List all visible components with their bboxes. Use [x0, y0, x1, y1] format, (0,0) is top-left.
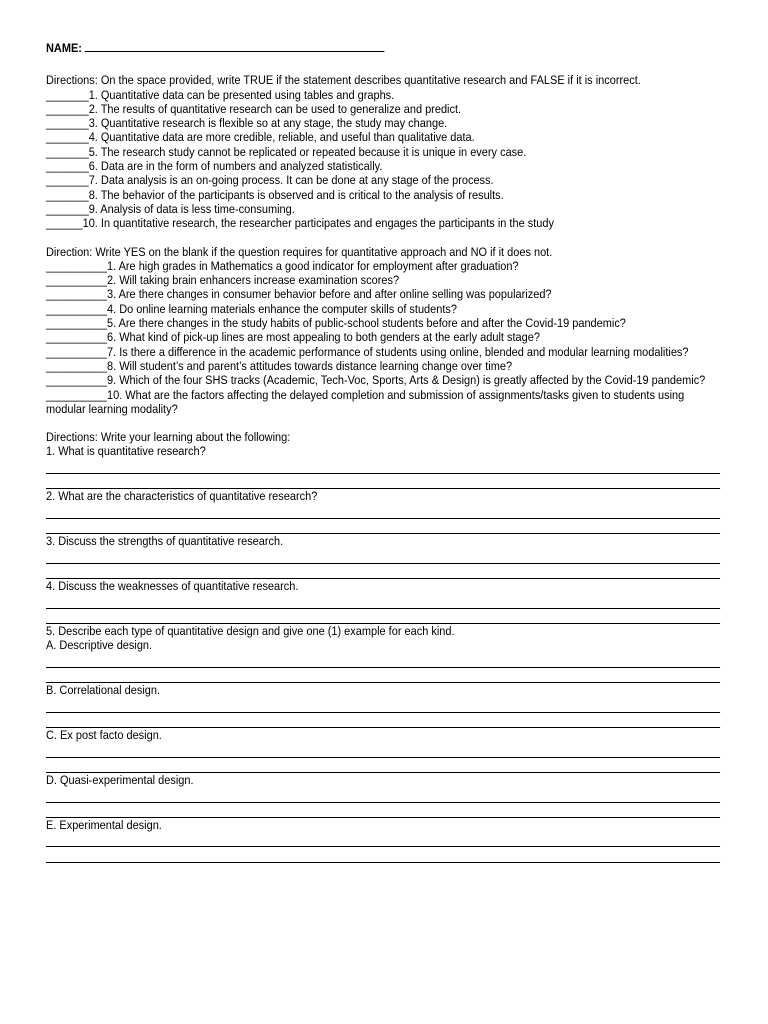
answer-line[interactable]	[46, 549, 720, 564]
design-label: D. Quasi-experimental design.	[46, 772, 194, 787]
answer-line[interactable]	[46, 832, 720, 847]
worksheet-page	[46, 40, 720, 863]
yes-no-item: __________3. Are there changes in consumer behavior before and after online selling was popularized?	[46, 287, 552, 302]
answer-line[interactable]	[46, 593, 720, 608]
answer-line[interactable]	[46, 803, 720, 818]
essay-question: 1. What is quantitative research?	[46, 444, 206, 459]
answer-line[interactable]	[46, 742, 720, 757]
true-false-item: _______4. Quantitative data are more credible, reliable, and useful than qualitative data.	[46, 130, 475, 145]
yes-no-section	[46, 245, 720, 417]
true-false-item: _______3. Quantitative research is flexible so at any stage, the study may change.	[46, 116, 448, 131]
answer-line[interactable]	[46, 653, 720, 668]
answer-line[interactable]	[46, 668, 720, 683]
essay-section	[46, 430, 720, 863]
yes-no-item: __________7. Is there a difference in the academic performance of students using online, blended and modular learning modalities?	[46, 344, 689, 359]
answer-line[interactable]	[46, 697, 720, 712]
true-false-item: _______8. The behavior of the participants is observed and is critical to the analysis of results.	[46, 187, 504, 202]
design-label: B. Correlational design.	[46, 683, 161, 698]
design-label: C. Ex post facto design.	[46, 728, 162, 743]
name-field[interactable]	[46, 40, 720, 55]
essay-question: 3. Discuss the strengths of quantitative research.	[46, 534, 284, 549]
essay-question: 5. Describe each type of quantitative design and give one (1) example for each kind.	[46, 623, 455, 638]
true-false-item: _______9. Analysis of data is less time-consuming.	[46, 201, 295, 216]
yes-no-item: __________6. What kind of pick-up lines are most appealing to both genders at the early adult stage?	[46, 330, 540, 345]
yes-no-directions: Direction: Write YES on the blank if the question requires for quantitative approach and NO if it does not.	[46, 244, 553, 259]
answer-line[interactable]	[46, 474, 720, 489]
answer-line[interactable]	[46, 758, 720, 773]
design-label: E. Experimental design.	[46, 817, 162, 832]
answer-line[interactable]	[46, 787, 720, 802]
name-blank[interactable]	[85, 40, 385, 52]
true-false-item: ______10. In quantitative research, the researcher participates and engages the participants in the study	[46, 216, 554, 231]
yes-no-item: __________5. Are there changes in the study habits of public-school students before and after the Covid-19 pandemic?	[46, 316, 626, 331]
yes-no-item: __________9. Which of the four SHS tracks (Academic, Tech-Voc, Sports, Arts & Design) is greatly affected by the Covid-19 pandemic?	[46, 373, 706, 388]
true-false-item: _______1. Quantitative data can be presented using tables and graphs.	[46, 87, 395, 102]
true-false-item: _______6. Data are in the form of numbers and analyzed statistically.	[46, 159, 383, 174]
true-false-directions: Directions: On the space provided, write TRUE if the statement describes quantitative research and FALSE if it is incorrect.	[46, 73, 641, 88]
answer-line[interactable]	[46, 847, 720, 862]
yes-no-item: __________1. Are high grades in Mathematics a good indicator for employment after graduation?	[46, 258, 519, 273]
yes-no-item: __________2. Will taking brain enhancers increase examination scores?	[46, 273, 400, 288]
yes-no-item: __________8. Will student’s and parent’s attitudes towards distance learning change over time?	[46, 358, 513, 373]
true-false-item: _______2. The results of quantitative research can be used to generalize and predict.	[46, 101, 462, 116]
answer-line[interactable]	[46, 713, 720, 728]
name-label: NAME:	[46, 41, 86, 55]
essay-question: 2. What are the characteristics of quantitative research?	[46, 489, 318, 504]
true-false-section	[46, 73, 720, 230]
answer-line[interactable]	[46, 609, 720, 624]
essay-directions: Directions: Write your learning about the following:	[46, 430, 291, 445]
true-false-item: _______5. The research study cannot be replicated or repeated because it is unique in every case.	[46, 144, 527, 159]
answer-line[interactable]	[46, 564, 720, 579]
essay-question: 4. Discuss the weaknesses of quantitative research.	[46, 579, 299, 594]
true-false-item: _______7. Data analysis is an on-going process. It can be done at any stage of the process.	[46, 173, 494, 188]
answer-line[interactable]	[46, 519, 720, 534]
design-label: A. Descriptive design.	[46, 638, 153, 653]
answer-line[interactable]	[46, 504, 720, 519]
yes-no-item: __________4. Do online learning materials enhance the computer skills of students?	[46, 301, 457, 316]
yes-no-item: __________10. What are the factors affecting the delayed completion and submission of assignments/tasks given to students using modular learning modality?	[46, 387, 685, 416]
answer-line[interactable]	[46, 459, 720, 474]
